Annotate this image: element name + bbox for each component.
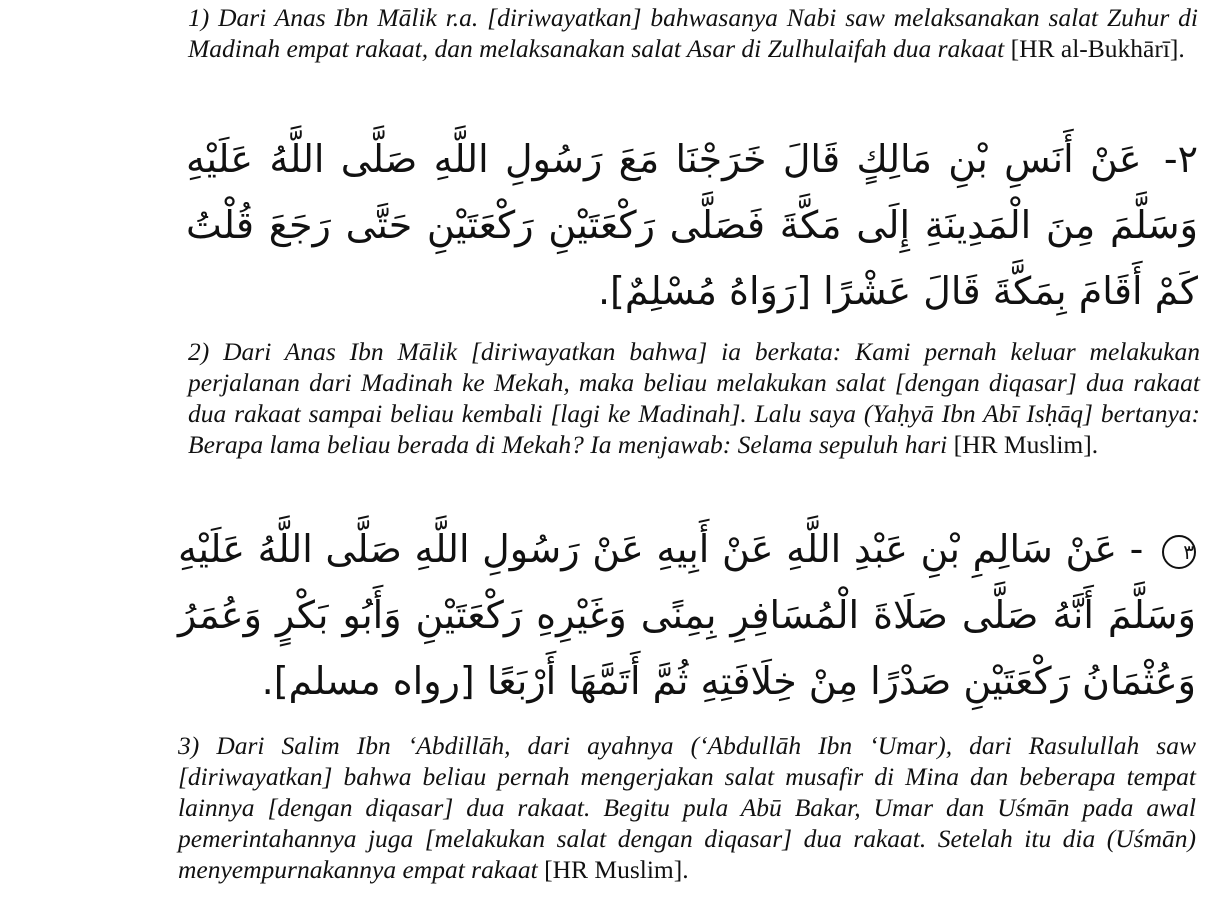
translation-1-source: [HR al-Bukhārī]. bbox=[1010, 34, 1185, 63]
translation-3-source: [HR Muslim]. bbox=[544, 855, 689, 884]
hadith-number-2: ٢- bbox=[1163, 137, 1198, 181]
translation-1 bbox=[188, 2, 1198, 64]
arabic-hadith-2-text: عَنْ أَنَسِ بْنِ مَالِكٍ قَالَ خَرَجْنَا مَعَ رَسُولِ اللَّهِ صَلَّى اللَّهُ عَلَيْهِ وَسَلَّمَ مِنَ الْمَدِينَةِ إِلَى مَكَّةَ فَصَلَّى رَكْعَتَيْنِ رَكْعَتَيْنِ حَتَّى رَجَعَ قُلْتُ كَمْ أَقَامَ بِمَكَّةَ قَالَ عَشْرًا [رَوَاهُ مُسْلِمٌ]. bbox=[186, 137, 1198, 313]
arabic-hadith-3-text: - عَنْ سَالِمِ بْنِ عَبْدِ اللَّهِ عَنْ أَبِيهِ عَنْ رَسُولِ اللَّهِ صَلَّى اللَّهُ عَلَيْهِ وَسَلَّمَ أَنَّهُ صَلَّى صَلَاةَ الْمُسَافِرِ بِمِنًى وَغَيْرِهِ رَكْعَتَيْنِ وَأَبُو بَكْرٍ وَعُمَرُ وَعُثْمَانُ رَكْعَتَيْنِ صَدْرًا مِنْ خِلَافَتِهِ ثُمَّ أَتَمَّهَا أَرْبَعًا [رواه مسلم]. bbox=[178, 527, 1196, 703]
translation-3 bbox=[178, 730, 1196, 885]
translation-2-source: [HR Muslim]. bbox=[953, 430, 1099, 459]
translation-2 bbox=[188, 336, 1200, 460]
translation-2-text: 2) Dari Anas Ibn Mālik [diriwayatkan bahwa] ia berkata: Kami pernah keluar melakukan perjalanan dari Madinah ke Mekah, maka beliau melakukan salat [dengan diqasar] dua rakaat dua rakaat sampai beliau kembali [lagi ke Madinah]. Lalu saya (Yaḥyā Ibn Abī Isḥāq] bertanya: Berapa lama beliau berada di Mekah? Ia menjawab: Selama sepuluh hari bbox=[188, 337, 1200, 459]
translation-3-text: 3) Dari Salim Ibn ‘Abdillāh, dari ayahnya (‘Abdullāh Ibn ‘Umar), dari Rasulullah saw [diriwayatkan] bahwa beliau pernah mengerjakan salat musafir di Mina dan beberapa tempat lainnya [dengan diqasar] dua rakaat. Begitu pula Abū Bakar, Umar dan Uśmān pada awal pemerintahannya juga [melakukan salat dengan diqasar] dua rakaat. Setelah itu dia (Uśmān) menyempurnakannya empat rakaat bbox=[178, 731, 1196, 884]
hadith-number-3-badge: ٣ bbox=[1162, 535, 1196, 569]
arabic-hadith-3 bbox=[178, 516, 1196, 714]
translation-1-text: 1) Dari Anas Ibn Mālik r.a. [diriwayatkan] bahwasanya Nabi saw melaksanakan salat Zuhur di Madinah empat rakaat, dan melaksanakan salat Asar di Zulhulaifah dua rakaat bbox=[188, 3, 1198, 63]
arabic-hadith-2 bbox=[186, 126, 1198, 324]
